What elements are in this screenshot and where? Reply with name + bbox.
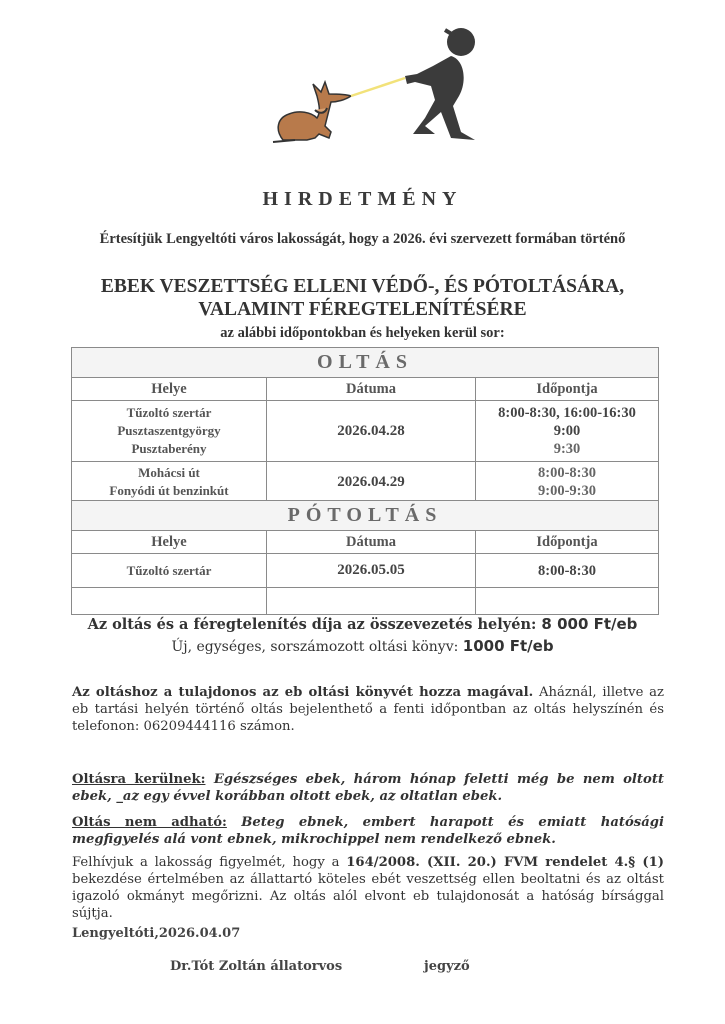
time-cell: [476, 401, 659, 462]
text: Felhívjuk a lakosság figyelmét, hogy a: [72, 855, 347, 870]
subline: az alábbi időpontokban és helyeken kerül sor:: [220, 325, 505, 341]
column-header-time: Időpontja: [476, 378, 659, 401]
paragraph-legal-notice: [72, 854, 664, 922]
column-header-date: Dátuma: [267, 378, 476, 401]
headline: [40, 275, 685, 321]
column-header-place: Helye: [72, 531, 267, 554]
time: 9:30: [553, 441, 581, 457]
place: Pusztaszentgyörgy: [117, 423, 221, 438]
label: Oltásra kerülnek:: [72, 772, 206, 787]
fee-amount: 1000 Ft/eb: [462, 637, 554, 655]
column-header-time: Időpontja: [476, 531, 659, 554]
revaccination-table: [71, 500, 659, 615]
table-title: OLTÁS: [72, 348, 659, 378]
date-cell: 2026.04.28: [267, 401, 476, 462]
man-icon: [405, 28, 475, 140]
dog-icon: [273, 82, 351, 142]
fee-line-1: [0, 615, 725, 633]
paragraph-instructions: [72, 684, 664, 735]
place-cell: Tűzoltó szertár: [72, 554, 267, 588]
place: Pusztaberény: [131, 441, 207, 456]
bold-text: Az oltáshoz a tulajdonos az eb oltási könyvét hozza magával.: [72, 685, 534, 700]
date-cell: 2026.04.29: [267, 462, 476, 503]
table-row: [72, 462, 659, 503]
column-header-date: Dátuma: [267, 531, 476, 554]
fee-label: Új, egységes, sorszámozott oltási könyv:: [171, 639, 459, 655]
table-row: [72, 401, 659, 462]
intro-text: Értesítjük Lengyeltóti város lakosságát, hogy a 2026. évi szervezett formában történő: [99, 231, 626, 247]
text: Aháznál, illetve az eb tartási helyén történő oltás bejelenthető a fenti időpontban az oltás helyszínén és telefonon: 06209444116 számon.: [72, 685, 664, 734]
page-title: HIRDETMÉNY: [262, 188, 463, 210]
place: Mohácsi út: [138, 465, 200, 480]
headline-line-2: VALAMINT FÉREGTELENÍTÉSÉRE: [198, 299, 527, 320]
dog-and-man-illustration: [255, 22, 485, 152]
place: Tűzoltó szertár: [126, 405, 212, 420]
paragraph-eligible: [72, 771, 664, 805]
time-cell: [476, 462, 659, 503]
place-cell: [72, 462, 267, 503]
table-row: [72, 554, 659, 588]
empty-cell: [267, 588, 476, 615]
signature-vet: Dr.Tót Zoltán állatorvos: [170, 959, 343, 974]
place: Fonyódi út benzinkút: [109, 483, 229, 498]
signature-notary: jegyző: [424, 959, 470, 974]
empty-cell: [476, 588, 659, 615]
empty-cell: [72, 588, 267, 615]
time: 8:00-8:30: [538, 465, 597, 481]
column-header-place: Helye: [72, 378, 267, 401]
date-cell: 2026.05.05: [267, 554, 476, 588]
paragraph-not-eligible: [72, 814, 664, 848]
place-and-date: Lengyeltóti,2026.04.07: [72, 926, 241, 941]
vaccination-table: [71, 347, 659, 503]
table-title: PÓTOLTÁS: [72, 501, 659, 531]
time: 9:00: [553, 423, 581, 439]
place-cell: [72, 401, 267, 462]
time: 9:00-9:30: [538, 483, 597, 499]
time-cell: 8:00-8:30: [476, 554, 659, 588]
fee-line-2: [0, 637, 725, 655]
label: Oltás nem adható:: [72, 815, 227, 830]
text: Egészséges ebek, három hónap feletti még be nem oltott ebek, _az egy évvel korábban oltott ebek, az oltatlan ebek.: [72, 772, 665, 804]
text: bekezdése értelmében az állattartó köteles ebét veszettség ellen beoltatni és az oltást igazoló okmányt megőrizni. Az oltás alól elvont eb tulajdonosát a hatóság bírsággal sújtja.: [72, 872, 664, 921]
time: 8:00-8:30, 16:00-16:30: [498, 405, 636, 421]
empty-table-row: [72, 588, 659, 615]
fee-label: Az oltás és a féregtelenítés díja az összevezetés helyén:: [87, 616, 537, 633]
leash: [351, 78, 405, 96]
fee-amount: 8 000 Ft/eb: [541, 615, 638, 633]
regulation-reference: 164/2008. (XII. 20.) FVM rendelet 4.§ (1): [346, 855, 664, 870]
headline-line-1: EBEK VESZETTSÉG ELLENI VÉDŐ-, ÉS PÓTOLTÁSÁRA,: [100, 276, 625, 297]
text: Beteg ebnek, embert harapott és emiatt hatósági megfigyelés alá vont ebnek, mikrochippel nem rendelkező ebnek.: [72, 815, 664, 847]
